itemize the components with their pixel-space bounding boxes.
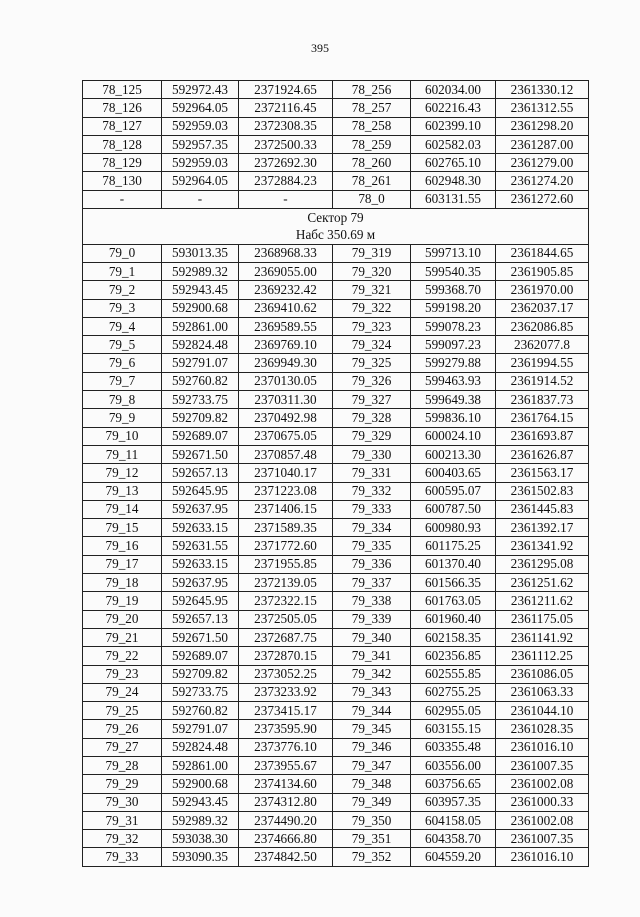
table-cell: 79_11 [83, 445, 162, 463]
table-cell: 79_14 [83, 500, 162, 518]
table-cell: 79_15 [83, 519, 162, 537]
table-cell: 602216.43 [411, 99, 496, 117]
table-cell: 2361563.17 [496, 464, 589, 482]
table-cell: 2370675.05 [239, 427, 333, 445]
table-cell: 592631.55 [162, 537, 239, 555]
table-row [83, 317, 589, 335]
sector-height-row [83, 226, 589, 244]
table-cell: 2372308.35 [239, 117, 333, 135]
table-cell: 2374490.20 [239, 811, 333, 829]
table-row [83, 336, 589, 354]
table-cell: 602356.85 [411, 647, 496, 665]
table-cell: 79_345 [333, 720, 411, 738]
table-cell: 603155.15 [411, 720, 496, 738]
table-row [83, 500, 589, 518]
table-cell: 603556.00 [411, 756, 496, 774]
table-cell: 2371223.08 [239, 482, 333, 500]
table-cell: 592733.75 [162, 391, 239, 409]
table-row [83, 683, 589, 701]
table-cell: 2361272.60 [496, 190, 589, 208]
table-row [83, 262, 589, 280]
table-cell: 2373955.67 [239, 756, 333, 774]
table-cell: 600213.30 [411, 445, 496, 463]
table-cell: 79_336 [333, 555, 411, 573]
table-cell: 2361251.62 [496, 574, 589, 592]
table-cell: 603355.48 [411, 738, 496, 756]
table-cell: 2371589.35 [239, 519, 333, 537]
table-cell: 79_4 [83, 317, 162, 335]
table-cell: 79_326 [333, 372, 411, 390]
table-cell: 79_322 [333, 299, 411, 317]
table-cell: 2361693.87 [496, 427, 589, 445]
table-cell: 2361287.00 [496, 135, 589, 153]
table-row [83, 574, 589, 592]
table-row [83, 391, 589, 409]
table-cell: 602765.10 [411, 154, 496, 172]
table-row [83, 775, 589, 793]
table-cell: 79_30 [83, 793, 162, 811]
table-cell: 79_2 [83, 281, 162, 299]
table-cell: 2361063.33 [496, 683, 589, 701]
table-cell: 79_324 [333, 336, 411, 354]
table-body-sector-78 [83, 81, 589, 209]
table-row [83, 793, 589, 811]
table-row [83, 720, 589, 738]
table-cell: 592671.50 [162, 628, 239, 646]
table-cell: 2361274.20 [496, 172, 589, 190]
table-cell: 592900.68 [162, 775, 239, 793]
table-cell: 78_125 [83, 81, 162, 99]
table-cell: 2361298.20 [496, 117, 589, 135]
table-cell: 2372500.33 [239, 135, 333, 153]
table-cell: 603756.65 [411, 775, 496, 793]
table-cell: 79_13 [83, 482, 162, 500]
table-cell: 599540.35 [411, 262, 496, 280]
table-cell: 2372870.15 [239, 647, 333, 665]
table-cell: 2371040.17 [239, 464, 333, 482]
table-cell: 79_27 [83, 738, 162, 756]
table-cell: 79_328 [333, 409, 411, 427]
coordinates-table [82, 80, 589, 867]
table-cell: 79_338 [333, 592, 411, 610]
table-cell: 2361837.73 [496, 391, 589, 409]
table-cell: 2361626.87 [496, 445, 589, 463]
table-row [83, 848, 589, 866]
table-cell: 79_16 [83, 537, 162, 555]
table-cell: 602582.03 [411, 135, 496, 153]
table-cell: 2361211.62 [496, 592, 589, 610]
table-cell: 2369949.30 [239, 354, 333, 372]
table-row [83, 830, 589, 848]
table-row [83, 354, 589, 372]
table-row [83, 117, 589, 135]
table-cell: 604158.05 [411, 811, 496, 829]
table-cell: 599097.23 [411, 336, 496, 354]
table-cell: 600980.93 [411, 519, 496, 537]
table-cell: 593038.30 [162, 830, 239, 848]
table-cell: 2361007.35 [496, 756, 589, 774]
table-cell: 2369055.00 [239, 262, 333, 280]
table-cell: 78_130 [83, 172, 162, 190]
table-cell: 2361086.05 [496, 665, 589, 683]
table-cell: 78_126 [83, 99, 162, 117]
table-row [83, 464, 589, 482]
table-cell: 79_327 [333, 391, 411, 409]
table-cell: 79_340 [333, 628, 411, 646]
table-cell: 2361279.00 [496, 154, 589, 172]
table-cell: 79_23 [83, 665, 162, 683]
table-cell: 2372322.15 [239, 592, 333, 610]
table-cell: - [162, 190, 239, 208]
table-cell: 592733.75 [162, 683, 239, 701]
table-cell: 2372139.05 [239, 574, 333, 592]
table-row [83, 99, 589, 117]
table-cell: 79_325 [333, 354, 411, 372]
table-cell: 2361764.15 [496, 409, 589, 427]
table-cell: 2370311.30 [239, 391, 333, 409]
table-cell: 2371924.65 [239, 81, 333, 99]
sector-title-row [83, 209, 589, 227]
table-cell: 2361112.25 [496, 647, 589, 665]
table-cell: 592791.07 [162, 354, 239, 372]
table-cell: 592972.43 [162, 81, 239, 99]
table-cell: 592824.48 [162, 738, 239, 756]
sector-header [83, 209, 589, 245]
table-cell: 601960.40 [411, 610, 496, 628]
table-cell: 79_339 [333, 610, 411, 628]
table-cell: 2361028.35 [496, 720, 589, 738]
table-cell: 2362086.85 [496, 317, 589, 335]
sector-title: Сектор 79 [83, 209, 589, 227]
table-cell: 592900.68 [162, 299, 239, 317]
table-cell: 592637.95 [162, 574, 239, 592]
table-cell: 2361994.55 [496, 354, 589, 372]
table-cell: 2361295.08 [496, 555, 589, 573]
table-cell: 79_24 [83, 683, 162, 701]
table-cell: 603957.35 [411, 793, 496, 811]
table-row [83, 756, 589, 774]
table-cell: 600787.50 [411, 500, 496, 518]
table-cell: 592709.82 [162, 409, 239, 427]
table-cell: 2373052.25 [239, 665, 333, 683]
table-cell: 600595.07 [411, 482, 496, 500]
table-cell: 79_33 [83, 848, 162, 866]
table-cell: 2361175.05 [496, 610, 589, 628]
table-cell: 2361016.10 [496, 738, 589, 756]
table-cell: 2362037.17 [496, 299, 589, 317]
table-cell: 79_350 [333, 811, 411, 829]
table-cell: 2361905.85 [496, 262, 589, 280]
table-cell: 599649.38 [411, 391, 496, 409]
table-cell: 2361016.10 [496, 848, 589, 866]
table-cell: 79_8 [83, 391, 162, 409]
table-row [83, 519, 589, 537]
table-cell: 2374842.50 [239, 848, 333, 866]
table-cell: 2370492.98 [239, 409, 333, 427]
table-cell: - [83, 190, 162, 208]
table-cell: 603131.55 [411, 190, 496, 208]
table-cell: 79_352 [333, 848, 411, 866]
table-row [83, 427, 589, 445]
table-cell: 2361970.00 [496, 281, 589, 299]
table-cell: 78_259 [333, 135, 411, 153]
table-cell: 592633.15 [162, 555, 239, 573]
table-cell: 79_3 [83, 299, 162, 317]
table-row [83, 281, 589, 299]
table-cell: 79_342 [333, 665, 411, 683]
table-cell: 79_351 [333, 830, 411, 848]
table-cell: 79_329 [333, 427, 411, 445]
table-cell: 79_348 [333, 775, 411, 793]
table-cell: 599713.10 [411, 244, 496, 262]
table-cell: 79_12 [83, 464, 162, 482]
table-cell: 592637.95 [162, 500, 239, 518]
table-cell: 79_20 [83, 610, 162, 628]
table-cell: 602955.05 [411, 702, 496, 720]
table-cell: 79_6 [83, 354, 162, 372]
table-cell: 600403.65 [411, 464, 496, 482]
table-row [83, 172, 589, 190]
table-cell: 601370.40 [411, 555, 496, 573]
table-cell: 2370857.48 [239, 445, 333, 463]
table-cell: 79_335 [333, 537, 411, 555]
table-cell: 78_256 [333, 81, 411, 99]
table-cell: 79_1 [83, 262, 162, 280]
table-cell: 2373595.90 [239, 720, 333, 738]
table-cell: 79_5 [83, 336, 162, 354]
table-cell: 592861.00 [162, 317, 239, 335]
table-cell: 79_346 [333, 738, 411, 756]
table-cell: 592709.82 [162, 665, 239, 683]
table-cell: 2371955.85 [239, 555, 333, 573]
table-cell: 592791.07 [162, 720, 239, 738]
table-row [83, 81, 589, 99]
table-cell: 592943.45 [162, 793, 239, 811]
table-cell: 78_129 [83, 154, 162, 172]
table-cell: 79_343 [333, 683, 411, 701]
table-row [83, 135, 589, 153]
table-row [83, 409, 589, 427]
table-cell: 79_31 [83, 811, 162, 829]
table-cell: 2361312.55 [496, 99, 589, 117]
table-cell: 79_29 [83, 775, 162, 793]
table-row [83, 537, 589, 555]
table-cell: 2374666.80 [239, 830, 333, 848]
table-cell: 2361392.17 [496, 519, 589, 537]
table-cell: 2372687.75 [239, 628, 333, 646]
table-cell: 78_127 [83, 117, 162, 135]
table-row [83, 702, 589, 720]
table-cell: 593013.35 [162, 244, 239, 262]
table-row [83, 811, 589, 829]
table-cell: 78_258 [333, 117, 411, 135]
table-cell: 79_7 [83, 372, 162, 390]
table-row [83, 555, 589, 573]
table-cell: 79_28 [83, 756, 162, 774]
table-cell: 2368968.33 [239, 244, 333, 262]
table-cell: 79_10 [83, 427, 162, 445]
table-cell: 2369410.62 [239, 299, 333, 317]
table-row [83, 610, 589, 628]
table-cell: 79_25 [83, 702, 162, 720]
table-cell: 592671.50 [162, 445, 239, 463]
table-cell: 2372884.23 [239, 172, 333, 190]
table-cell: 2372116.45 [239, 99, 333, 117]
table-row [83, 190, 589, 208]
table-cell: 2361000.33 [496, 793, 589, 811]
table-cell: - [239, 190, 333, 208]
table-cell: 592964.05 [162, 172, 239, 190]
table-body-sector-79 [83, 244, 589, 866]
table-cell: 592957.35 [162, 135, 239, 153]
table-row [83, 738, 589, 756]
table-cell: 79_330 [333, 445, 411, 463]
table-cell: 79_349 [333, 793, 411, 811]
table-cell: 600024.10 [411, 427, 496, 445]
table-cell: 79_32 [83, 830, 162, 848]
table-cell: 602399.10 [411, 117, 496, 135]
table-cell: 78_128 [83, 135, 162, 153]
table-cell: 592989.32 [162, 811, 239, 829]
table-row [83, 647, 589, 665]
table-cell: 592989.32 [162, 262, 239, 280]
table-cell: 2361330.12 [496, 81, 589, 99]
table-cell: 2369589.55 [239, 317, 333, 335]
table-cell: 2361914.52 [496, 372, 589, 390]
table-cell: 79_17 [83, 555, 162, 573]
table-cell: 599078.23 [411, 317, 496, 335]
table-row [83, 154, 589, 172]
table-cell: 599279.88 [411, 354, 496, 372]
table-cell: 592657.13 [162, 464, 239, 482]
table-cell: 2372505.05 [239, 610, 333, 628]
table-cell: 601763.05 [411, 592, 496, 610]
table-row [83, 592, 589, 610]
table-cell: 2361502.83 [496, 482, 589, 500]
table-cell: 2362077.8 [496, 336, 589, 354]
table-cell: 592689.07 [162, 427, 239, 445]
table-cell: 79_341 [333, 647, 411, 665]
table-cell: 602948.30 [411, 172, 496, 190]
table-cell: 79_22 [83, 647, 162, 665]
table-cell: 79_18 [83, 574, 162, 592]
table-cell: 2373233.92 [239, 683, 333, 701]
table-cell: 599463.93 [411, 372, 496, 390]
table-cell: 592760.82 [162, 372, 239, 390]
table-cell: 602755.25 [411, 683, 496, 701]
table-cell: 79_26 [83, 720, 162, 738]
table-cell: 602158.35 [411, 628, 496, 646]
table-cell: 2371406.15 [239, 500, 333, 518]
table-cell: 2374312.80 [239, 793, 333, 811]
table-row [83, 299, 589, 317]
table-cell: 79_21 [83, 628, 162, 646]
table-cell: 592645.95 [162, 592, 239, 610]
table-cell: 604358.70 [411, 830, 496, 848]
table-cell: 79_347 [333, 756, 411, 774]
table-cell: 602034.00 [411, 81, 496, 99]
table-cell: 2373415.17 [239, 702, 333, 720]
table-cell: 79_333 [333, 500, 411, 518]
table-cell: 2361002.08 [496, 775, 589, 793]
table-cell: 593090.35 [162, 848, 239, 866]
table-cell: 78_261 [333, 172, 411, 190]
table-cell: 79_321 [333, 281, 411, 299]
sector-height: Набс 350.69 м [83, 226, 589, 244]
table-cell: 2371772.60 [239, 537, 333, 555]
table-cell: 79_337 [333, 574, 411, 592]
table-row [83, 482, 589, 500]
page-number: 395 [311, 41, 329, 55]
table-cell: 2361007.35 [496, 830, 589, 848]
table-cell: 79_0 [83, 244, 162, 262]
table-cell: 78_0 [333, 190, 411, 208]
table-row [83, 665, 589, 683]
table-cell: 79_19 [83, 592, 162, 610]
table-cell: 592760.82 [162, 702, 239, 720]
table-cell: 592959.03 [162, 154, 239, 172]
table-cell: 2369232.42 [239, 281, 333, 299]
table-row [83, 372, 589, 390]
table-cell: 592689.07 [162, 647, 239, 665]
table-cell: 79_334 [333, 519, 411, 537]
table-cell: 2369769.10 [239, 336, 333, 354]
table-cell: 592943.45 [162, 281, 239, 299]
table-cell: 2361844.65 [496, 244, 589, 262]
table-row [83, 628, 589, 646]
table-cell: 79_319 [333, 244, 411, 262]
table-cell: 599368.70 [411, 281, 496, 299]
table-cell: 79_320 [333, 262, 411, 280]
table-cell: 2372692.30 [239, 154, 333, 172]
table-cell: 79_331 [333, 464, 411, 482]
table-cell: 2361002.08 [496, 811, 589, 829]
table-cell: 2361341.92 [496, 537, 589, 555]
table-cell: 2373776.10 [239, 738, 333, 756]
table-cell: 2361141.92 [496, 628, 589, 646]
table-cell: 79_344 [333, 702, 411, 720]
table-cell: 79_332 [333, 482, 411, 500]
table-row [83, 445, 589, 463]
table-cell: 2361044.10 [496, 702, 589, 720]
table-cell: 599836.10 [411, 409, 496, 427]
table-cell: 592657.13 [162, 610, 239, 628]
table-cell: 79_323 [333, 317, 411, 335]
table-cell: 592824.48 [162, 336, 239, 354]
table-cell: 78_260 [333, 154, 411, 172]
table-cell: 601175.25 [411, 537, 496, 555]
table-cell: 2370130.05 [239, 372, 333, 390]
table-row [83, 244, 589, 262]
table-cell: 592645.95 [162, 482, 239, 500]
table-cell: 2361445.83 [496, 500, 589, 518]
table-cell: 599198.20 [411, 299, 496, 317]
table-cell: 592633.15 [162, 519, 239, 537]
table-cell: 604559.20 [411, 848, 496, 866]
table-cell: 592964.05 [162, 99, 239, 117]
table-cell: 602555.85 [411, 665, 496, 683]
table-cell: 592959.03 [162, 117, 239, 135]
table-cell: 78_257 [333, 99, 411, 117]
table-cell: 592861.00 [162, 756, 239, 774]
table-cell: 79_9 [83, 409, 162, 427]
table-cell: 601566.35 [411, 574, 496, 592]
table-cell: 2374134.60 [239, 775, 333, 793]
